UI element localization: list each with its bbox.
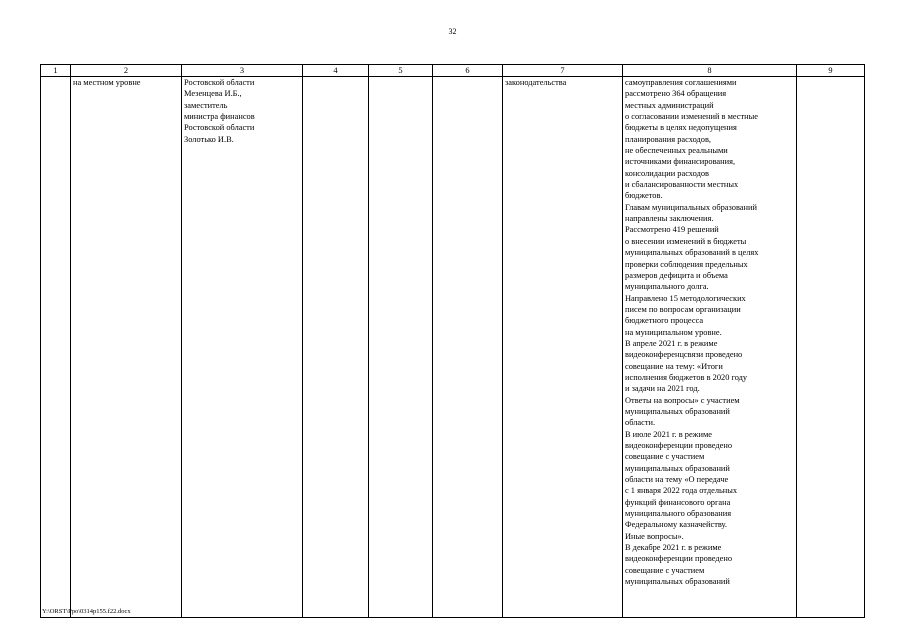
cell-text-line: видеоконференции проведено <box>625 554 733 564</box>
document-table <box>40 64 865 618</box>
cell-col-9 <box>797 77 865 618</box>
cell-text-line: Федеральному казначейству. <box>625 520 727 530</box>
cell-text-line: муниципального долга. <box>625 282 709 292</box>
cell-text-line: исполнения бюджетов в 2020 году <box>625 372 748 382</box>
table-row <box>41 77 865 618</box>
col-header-6: 6 <box>433 65 503 77</box>
cell-col-4 <box>303 77 369 618</box>
cell-text-line: размеров дефицита и объема <box>625 270 728 280</box>
cell-text-line: направлены заключения. <box>625 214 714 224</box>
col-header-7: 7 <box>503 65 623 77</box>
cell-text-line: Рассмотрено 419 решений <box>625 225 719 235</box>
cell-text-line: бюджетов. <box>625 191 663 201</box>
cell-text-line: местных администраций <box>625 100 714 110</box>
col-header-8: 8 <box>623 65 797 77</box>
cell-text-line: муниципальных образований <box>625 463 730 473</box>
col-header-9: 9 <box>797 65 865 77</box>
cell-text-line: Направлено 15 методологических <box>625 293 746 303</box>
header-row <box>41 65 865 77</box>
cell-text-line: консолидации расходов <box>625 168 710 178</box>
col-header-1: 1 <box>41 65 71 77</box>
cell-text-line: о внесении изменений в бюджеты <box>625 236 747 246</box>
cell-text-line: планирования расходов, <box>625 134 712 144</box>
cell-text-line: бюджетного процесса <box>625 316 704 326</box>
cell-col-1 <box>41 77 71 618</box>
cell-text-line: и сбалансированности местных <box>625 180 739 190</box>
cell-text-line: В декабре 2021 г. в режиме <box>625 543 722 553</box>
col-header-5: 5 <box>369 65 433 77</box>
cell-text-line: о согласовании изменений в местные <box>625 112 759 122</box>
cell-text-line: Ростовской области <box>184 78 255 87</box>
cell-text-line: совещание с участием <box>625 565 705 575</box>
cell-text-line: Ответы на вопросы» с участием <box>625 395 740 405</box>
cell-text-line: видеоконференции проведено <box>625 441 733 450</box>
cell-text-line: совещание с участием <box>625 452 705 462</box>
cell-text-line: писем по вопросам организации <box>625 304 741 314</box>
cell-text-line: муниципальных образований в целях <box>625 248 759 258</box>
cell-col-7 <box>503 77 623 618</box>
col-header-4: 4 <box>303 65 369 77</box>
cell-text-line: области. <box>625 418 656 428</box>
cell-text-line: законодательства <box>505 78 567 87</box>
cell-text-line: заместитель <box>184 100 228 110</box>
page-number: 32 <box>448 27 457 36</box>
cell-text-line: рассмотрено 364 обращения <box>625 89 727 99</box>
cell-text-line: Золотько И.В. <box>184 134 234 144</box>
col-header-3: 3 <box>182 65 303 77</box>
cell-col-3 <box>182 77 303 618</box>
cell-col-2 <box>71 77 182 618</box>
cell-text-line: Главам муниципальных образований <box>625 202 757 212</box>
cell-text-line: муниципальных образований <box>625 406 730 416</box>
cell-text-line: совещание на тему: «Итоги <box>625 361 723 371</box>
cell-text-line: Иные вопросы». <box>625 531 684 541</box>
cell-text-line: на местном уровне <box>73 78 141 87</box>
cell-text-line: источниками финансирования, <box>625 157 736 167</box>
cell-text-line: муниципального образования <box>625 509 732 519</box>
col-header-2: 2 <box>71 65 182 77</box>
cell-text-line: проверки соблюдения предельных <box>625 259 748 269</box>
cell-text-line: В июле 2021 г. в режиме <box>625 429 712 439</box>
cell-col-8 <box>623 77 797 618</box>
cell-text-line: муниципальных образований <box>625 577 730 587</box>
cell-col-5 <box>369 77 433 618</box>
cell-text-line: В апреле 2021 г. в режиме <box>625 338 718 348</box>
cell-text-line: и задачи на 2021 год. <box>625 384 700 394</box>
cell-text-line: самоуправления соглашениями <box>625 78 737 87</box>
cell-text-line: с 1 января 2022 года отдельных <box>625 486 738 496</box>
cell-text-line: не обеспеченных реальными <box>625 146 728 156</box>
cell-text-line: области на тему «О передаче <box>625 475 729 485</box>
cell-text-line: бюджеты в целях недопущения <box>625 123 737 133</box>
cell-text-line: Ростовской области <box>184 123 255 133</box>
cell-text-line: Мезенцева И.Б., <box>184 89 242 99</box>
cell-text-line: функций финансового органа <box>625 497 731 507</box>
cell-col-6 <box>433 77 503 618</box>
cell-text-line: видеоконференцсвязи проведено <box>625 350 743 360</box>
cell-text-line: на муниципальном уровне. <box>625 327 722 337</box>
cell-text-line: министра финансов <box>184 112 255 122</box>
file-path-footer: Y:\ORST\Ppo\0314p155.f22.docx <box>42 608 131 615</box>
